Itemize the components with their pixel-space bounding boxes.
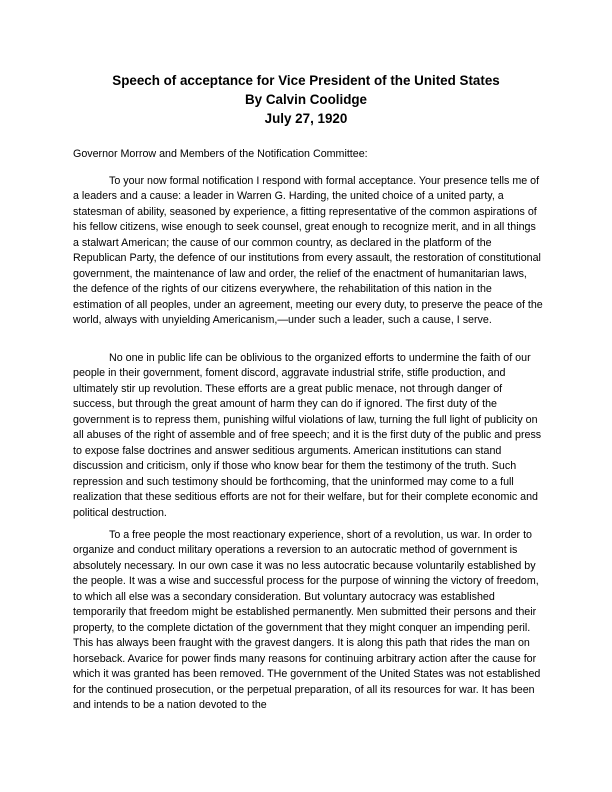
document-date: July 27, 1920 bbox=[264, 111, 348, 126]
salutation: Governor Morrow and Members of the Notification Committee: bbox=[73, 148, 368, 160]
paragraph-1: To your now formal notification I respond with formal acceptance. Your presence tells me of a leaders and a cause: a leader in Warren G. Harding, the united choice of a united party, a statesman of ability, seasoned by experience, a fitting representative of the common aspirations of his fellow citizens, wise enough to seek counsel, great enough to recognize merit, and in all things a stalwart American; the cause of our common country, as declared in the platform of the Republican Party, the defence of our institutions from every assault, the restoration of constitutional government, the maintenance of law and order, the relief of the enactment of humanitarian laws, the defence of the rights of our citizens everywhere, the rehabilitation of this nation in the estimation of all peoples, under an agreement, meeting our every duty, to preserve the peace of the world, always with unyielding Americanism,—under such a leader, such a cause, I serve. bbox=[73, 175, 543, 327]
author-line: By Calvin Coolidge bbox=[244, 92, 368, 107]
paragraph-3: To a free people the most reactionary experience, short of a revolution, us war. In order to organize and conduct military operations a reversion to an autocratic method of government is absolutely necessary. In our own case it was no less autocratic because voluntarily established by the people. It was a wise and successful process for the purpose of winning the victory of freedom, to which all else was a secondary consideration. But voluntary autocracy was established temporarily that freedom might be established permanently. Men submitted their persons and their property, to the complete dictation of the government that they might conquer an impending peril. This has always been fraught with the gravest dangers. It is along this path that rides the man on horseback. Avarice for power finds many reasons for continuing arbitrary action after the cause for which it was granted has been removed. THe government of the United States was not established for the continued prosecution, or the perpetual preparation, of all its resources for war. It has been and intends to be a nation devoted to the bbox=[73, 529, 541, 711]
title-block bbox=[0, 71, 612, 128]
document-title: Speech of acceptance for Vice President of the United States bbox=[112, 73, 500, 88]
paragraph-2: No one in public life can be oblivious to the organized efforts to undermine the faith of our people in their government, foment discord, aggravate industrial strife, stifle production, and ultimately stir up revolution. These efforts are a great public menace, not through danger of success, but through the great amount of harm they can do if ignored. The first duty of the government is to repress them, punishing wilful violations of law, turning the full light of publicity on all abuses of the right of assemble and of free speech; and it is the first duty of the public and press to expose false doctrines and answer seditious arguments. American institutions can stand discussion and criticism, only if those who know bear for them the testimony of the truth. Such repression and such testimony should be forthcoming, that the uninformed may come to a full realization that these seditious efforts are not for their welfare, but for their complete economic and political destruction. bbox=[73, 352, 542, 519]
